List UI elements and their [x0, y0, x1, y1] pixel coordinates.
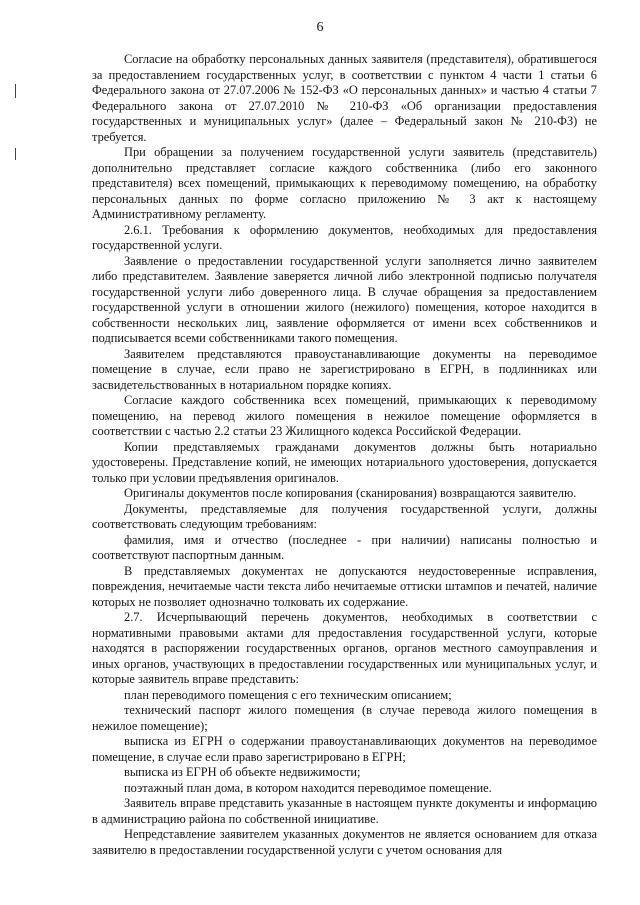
paragraph: Копии представляемых гражданами документов должны быть нотариально удостоверены. Представление копий, не имеющих нотариального удостоверения, допускается только при условии предъявления оригиналов. [92, 439, 597, 485]
paragraph: Заявитель вправе представить указанные в настоящем пункте документы и информацию в администрацию района по собственной инициативе. [92, 796, 597, 826]
page-number: 6 [316, 20, 324, 35]
paragraph: Документы, представляемые для получения государственной услуги, должны соответствовать следующим требованиям: [92, 501, 597, 531]
paragraph: Согласие на обработку персональных данных заявителя (представителя), обратившегося за предоставлением государственных услуг, в соответствии с пунктом 4 части 1 статьи 6 Федерального закона от 27.07.2006 № 152-ФЗ «О персональных данных» и частью 4 статьи 7 Федерального закона от 27.07.2010 № 210-ФЗ «Об организации предоставления государственных и муниципальных услуг» (далее – Федеральный закон № 210-ФЗ) не требуется. [92, 52, 597, 144]
paragraph: выписка из ЕГРН о содержании правоустанавливающих документов на переводимое помещение, в случае если право зарегистрировано в ЕГРН; [92, 734, 597, 764]
paragraph: Непредставление заявителем указанных документов не является основанием для отказа заявителю в предоставлении государственной услуги с учетом основания для [92, 827, 597, 857]
paragraph: 2.6.1. Требования к оформлению документов, необходимых для предоставления государственной услуги. [92, 222, 597, 252]
paragraph: В представляемых документах не допускаются неудостоверенные исправления, повреждения, нечитаемые части текста либо нечитаемые оттиски штампов и печатей, наличие которых не позволяет однозначно толковать их содержание. [92, 563, 597, 609]
margin-mark [15, 148, 16, 160]
paragraph: 2.7. Исчерпывающий перечень документов, необходимых в соответствии с нормативными правовыми актами для предоставления государственной услуги, которые находятся в распоряжении государственных органов, органов местного самоуправления и иных органов, участвующих в предоставлении государственных или муниципальных услуг, и которые заявитель вправе представить: [92, 610, 597, 686]
paragraph: Согласие каждого собственника всех помещений, примыкающих к переводимому помещению, на перевод жилого помещения в нежилое помещение оформляется в соответствии с частью 2.2 статьи 23 Жилищного кодекса Российской Федерации. [92, 393, 597, 438]
paragraph: поэтажный план дома, в котором находится переводимое помещение. [124, 780, 492, 795]
paragraph: При обращении за получением государственной услуги заявитель (представитель) дополнительно представляет согласие каждого собственника (либо его законного представителя) всех помещений, примыкающих к переводимому помещению, на обработку персональных данных по форме согласно приложению № 3 акт к настоящему Административному регламенту. [92, 145, 597, 221]
paragraph: технический паспорт жилого помещения (в случае перевода жилого помещения в нежилое помещение); [92, 703, 597, 733]
paragraph: Заявление о предоставлении государственной услуги заполняется лично заявителем либо представителем. Заявление заверяется личной либо электронной подписью получателя государственной услуги либо доверенного лица. В случае обращения за предоставлением государственной услуги в отношении жилого (нежилого) помещения, которое находится в собственности нескольких лиц, заявление оформляется от имени всех собственников и подписывается всеми собственниками такого помещения. [92, 253, 597, 345]
paragraph: Заявителем представляются правоустанавливающие документы на переводимое помещение в случае, если право не зарегистрировано в ЕГРН, в подлинниках или засвидетельствованных в нотариальном порядке копиях. [92, 346, 597, 392]
paragraph: выписка из ЕГРН об объекте недвижимости; [124, 765, 361, 779]
document-body [92, 52, 597, 858]
paragraph: Оригиналы документов после копирования (сканирования) возвращаются заявителю. [124, 486, 577, 500]
paragraph: фамилия, имя и отчество (последнее - при наличии) написаны полностью и соответствуют паспортным данным. [92, 532, 597, 562]
paragraph: план переводимого помещения с его техническим описанием; [124, 687, 452, 702]
margin-mark [15, 84, 16, 98]
